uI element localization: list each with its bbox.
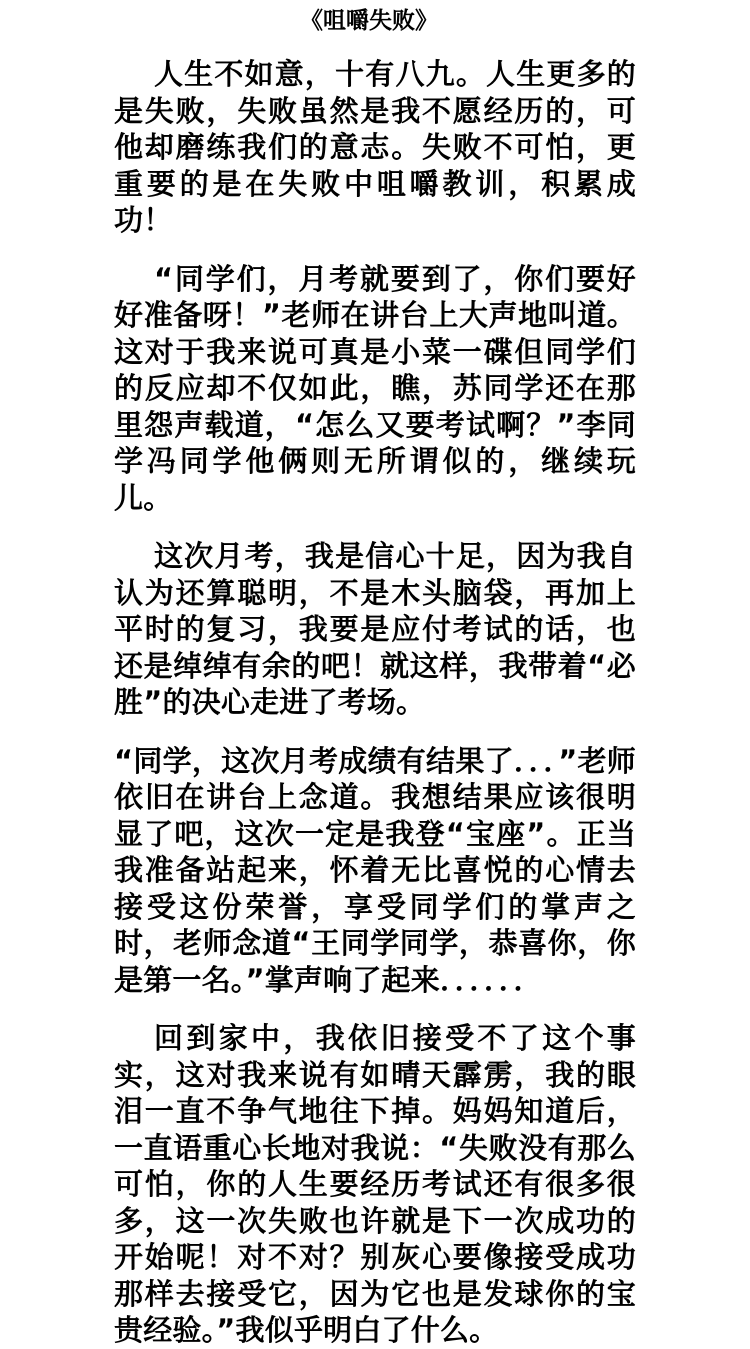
essay-paragraph-1: 人生不如意，十有八九。人生更多的是失败，失败虽然是我不愿经历的，可他却磨练我们的意志。失败不可怕，更重要的是在失败中咀嚼教训，积累成功！ bbox=[114, 57, 636, 237]
essay-paragraph-5: 回到家中，我依旧接受不了这个事实，这对我来说有如晴天霹雳，我的眼泪一直不争气地往下掉。妈妈知道后，一直语重心长地对我说：“失败没有那么可怕，你的人生要经历考试还有很多很多，这一次失败也许就是下一次成功的开始呢！对不对？别灰心要像接受成功那样去接受它，因为它也是发球你的宝贵经验。”我似乎明白了什么。 bbox=[114, 1021, 636, 1347]
essay-paragraph-4: “同学，这次月考成绩有结果了．．．”老师依旧在讲台上念道。我想结果应该很明显了吧，这次一定是我登“宝座”。正当我准备站起来，怀着无比喜悦的心情去接受这份荣誉，享受同学们的掌声之时，老师念道“王同学同学，恭喜你，你是第一名。”掌声响了起来．．．．．． bbox=[114, 743, 636, 997]
essay-title: 《咀嚼失败》 bbox=[300, 8, 438, 34]
essay-paragraph-2: “同学们，月考就要到了，你们要好好准备呀！”老师在讲台上大声地叫道。这对于我来说可真是小菜一碟但同学们的反应却不仅如此，瞧，苏同学还在那里怨声载道，“怎么又要考试啊？”李同学冯同学他俩则无所谓似的，继续玩儿。 bbox=[114, 261, 636, 515]
essay-page bbox=[114, 0, 636, 1349]
essay-paragraph-3: 这次月考，我是信心十足，因为我自认为还算聪明，不是木头脑袋，再加上平时的复习，我要是应付考试的话，也还是绰绰有余的吧！就这样，我带着“必胜”的决心走进了考场。 bbox=[114, 539, 636, 719]
